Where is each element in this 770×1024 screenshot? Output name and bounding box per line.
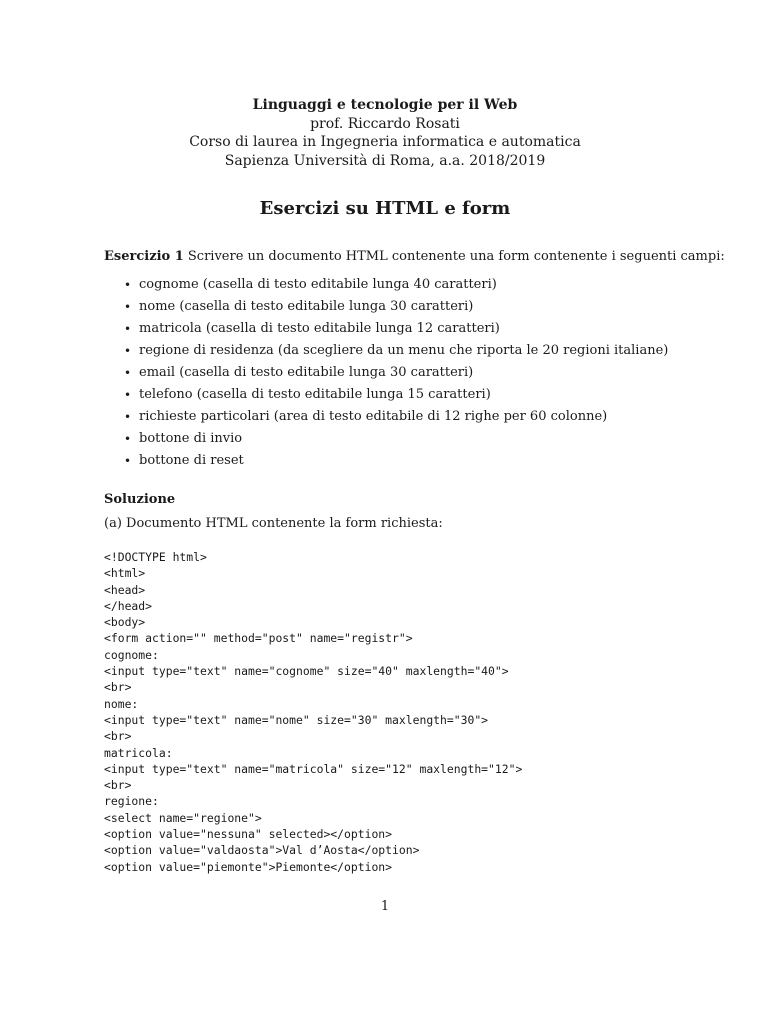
code-line: <br> [104,680,132,695]
list-item [122,450,668,472]
code-line: matricola: [104,745,173,760]
list-item [122,274,668,296]
code-line: <br> [104,778,132,793]
course-title: Linguaggi e tecnologie per il Web [252,97,518,113]
bullet-icon: • [124,366,132,380]
bullet-icon: • [124,454,132,468]
code-line: <option value="valdaosta">Val d’Aosta</option> [104,843,420,858]
code-line: <html> [104,566,146,581]
exercise-text: Scrivere un documento HTML contenente una form contenente i seguenti campi: [187,249,725,264]
code-line: cognome: [104,647,159,662]
code-listing [104,549,522,875]
bullet-icon: • [124,278,132,292]
document-title: Esercizi su HTML e form [259,198,511,219]
solution-heading: Soluzione [104,492,176,507]
list-item-text: regione di residenza (da scegliere da un menu che riporta le 20 regioni italiane) [139,343,669,358]
professor-name: prof. Riccardo Rosati [310,115,460,132]
bullet-icon: • [124,322,132,336]
bullet-icon: • [124,410,132,424]
code-line: </head> [104,598,153,613]
list-item [122,318,668,340]
code-line: <!DOCTYPE html> [104,550,207,564]
bullet-icon: • [124,300,132,314]
list-item-text: bottone di reset [139,453,244,468]
bullet-icon: • [124,344,132,358]
code-line: nome: [104,696,139,711]
page-number: 1 [380,899,390,914]
list-item-text: cognome (casella di testo editabile lunga 40 caratteri) [139,277,497,292]
code-line: <form action="" method="post" name="registr"> [104,631,413,646]
degree-course: Corso di laurea in Ingegneria informatica e automatica [189,134,581,150]
exercise-statement [104,248,725,266]
bullet-icon: • [124,388,132,402]
code-line: <option value="nessuna" selected></option> [104,827,393,842]
solution-intro: (a) Documento HTML contenente la form richiesta: [104,516,443,531]
code-line: <option value="piemonte">Piemonte</option> [104,859,393,874]
list-item [122,362,668,384]
code-line: <input type="text" name="nome" size="30" maxlength="30"> [104,712,489,727]
list-item [122,340,668,362]
list-item-text: richieste particolari (area di testo editabile di 12 righe per 60 colonne) [139,409,608,424]
code-line: <br> [104,729,132,744]
code-line: <body> [104,615,146,630]
list-item [122,428,668,450]
list-item-text: nome (casella di testo editabile lunga 30 caratteri) [139,299,474,314]
code-line: <head> [104,582,146,597]
list-item [122,384,668,406]
list-item [122,406,668,428]
code-line: regione: [104,794,159,809]
list-item-text: email (casella di testo editabile lunga 30 caratteri) [139,365,474,380]
list-item-text: bottone di invio [139,431,243,446]
document-header [0,96,770,170]
exercise-label: Esercizio 1 [104,249,184,264]
list-item-text: telefono (casella di testo editabile lunga 15 caratteri) [139,387,491,402]
list-item-text: matricola (casella di testo editabile lunga 12 caratteri) [139,321,500,336]
bullet-icon: • [124,432,132,446]
exercise-field-list [122,274,668,472]
code-line: <input type="text" name="cognome" size="40" maxlength="40"> [104,664,509,679]
code-line: <input type="text" name="matricola" size="12" maxlength="12"> [104,761,523,776]
list-item [122,296,668,318]
code-line: <select name="regione"> [104,810,262,825]
university-year: Sapienza Università di Roma, a.a. 2018/2019 [224,152,546,169]
